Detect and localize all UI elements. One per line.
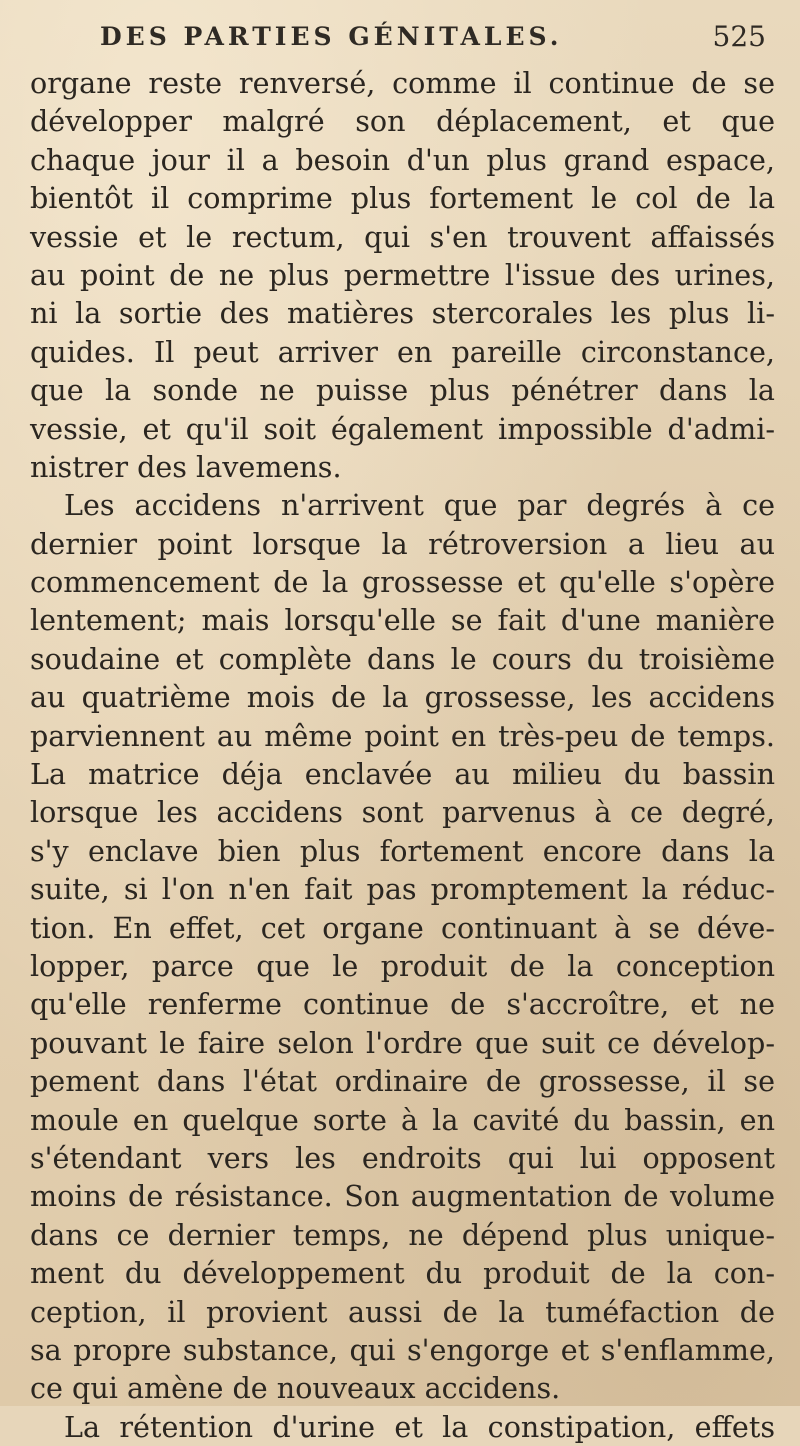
- text-line: lorsque les accidens sont parvenus à ce degré,: [30, 795, 775, 830]
- running-head: DES PARTIES GÉNITALES.: [100, 22, 563, 51]
- text-line: nistrer des lavemens.: [30, 449, 342, 484]
- text-line: dernier point lorsque la rétroversion a lieu au: [30, 526, 775, 561]
- text-line: moule en quelque sorte à la cavité du bassin, en: [30, 1102, 775, 1137]
- text-line: ception, il provient aussi de la tuméfaction de: [30, 1294, 775, 1329]
- text-line: moins de résistance. Son augmentation de volume: [30, 1179, 775, 1214]
- text-line: tion. En effet, cet organe continuant à se déve-: [30, 910, 775, 945]
- text-line: lentement; mais lorsqu'elle se fait d'une manière: [30, 603, 775, 638]
- text-line: chaque jour il a besoin d'un plus grand espace,: [30, 142, 775, 177]
- text-line: commencement de la grossesse et qu'elle s'opère: [30, 565, 775, 600]
- body-text: [30, 64, 775, 1446]
- text-line: bientôt il comprime plus fortement le col de la: [30, 181, 775, 216]
- text-line: que la sonde ne puisse plus pénétrer dans la: [30, 373, 775, 408]
- text-line: vessie et le rectum, qui s'en trouvent affaissés: [30, 219, 775, 254]
- text-line: sa propre substance, qui s'engorge et s'enflamme,: [30, 1332, 775, 1367]
- page-header: [40, 18, 770, 62]
- text-line: pement dans l'état ordinaire de grossesse, il se: [30, 1064, 775, 1099]
- text-line: ni la sortie des matières stercorales les plus li-: [30, 296, 775, 331]
- text-line: s'y enclave bien plus fortement encore dans la: [30, 833, 775, 868]
- text-line: dans ce dernier temps, ne dépend plus unique-: [30, 1217, 775, 1252]
- text-line: ment du développement du produit de la con-: [30, 1256, 775, 1291]
- text-line: La rétention d'urine et la constipation, effets: [64, 1409, 775, 1444]
- text-line: pouvant le faire selon l'ordre que suit ce dévelop-: [30, 1025, 775, 1060]
- text-line: ce qui amène de nouveaux accidens.: [30, 1371, 561, 1406]
- page-number: 525: [712, 20, 766, 53]
- text-line: suite, si l'on n'en fait pas promptement la réduc-: [30, 872, 775, 907]
- text-line: La matrice déja enclavée au milieu du bassin: [30, 757, 775, 792]
- text-line: organe reste renversé, comme il continue de se: [30, 66, 775, 100]
- text-line: au quatrième mois de la grossesse, les accidens: [30, 680, 775, 715]
- text-line: lopper, parce que le produit de la conception: [30, 948, 775, 983]
- text-line: parviennent au même point en très-peu de temps.: [30, 718, 775, 753]
- text-line: qu'elle renferme continue de s'accroître, et ne: [30, 987, 775, 1022]
- text-line: Les accidens n'arrivent que par degrés à ce: [64, 488, 775, 523]
- text-line: vessie, et qu'il soit également impossible d'admi-: [30, 411, 775, 446]
- text-line: soudaine et complète dans le cours du troisième: [30, 641, 775, 676]
- text-line: s'étendant vers les endroits qui lui opposent: [30, 1140, 775, 1175]
- text-line: quides. Il peut arriver en pareille circonstance,: [30, 334, 775, 369]
- text-line: au point de ne plus permettre l'issue des urines,: [30, 257, 775, 292]
- text-line: développer malgré son déplacement, et que: [30, 104, 775, 139]
